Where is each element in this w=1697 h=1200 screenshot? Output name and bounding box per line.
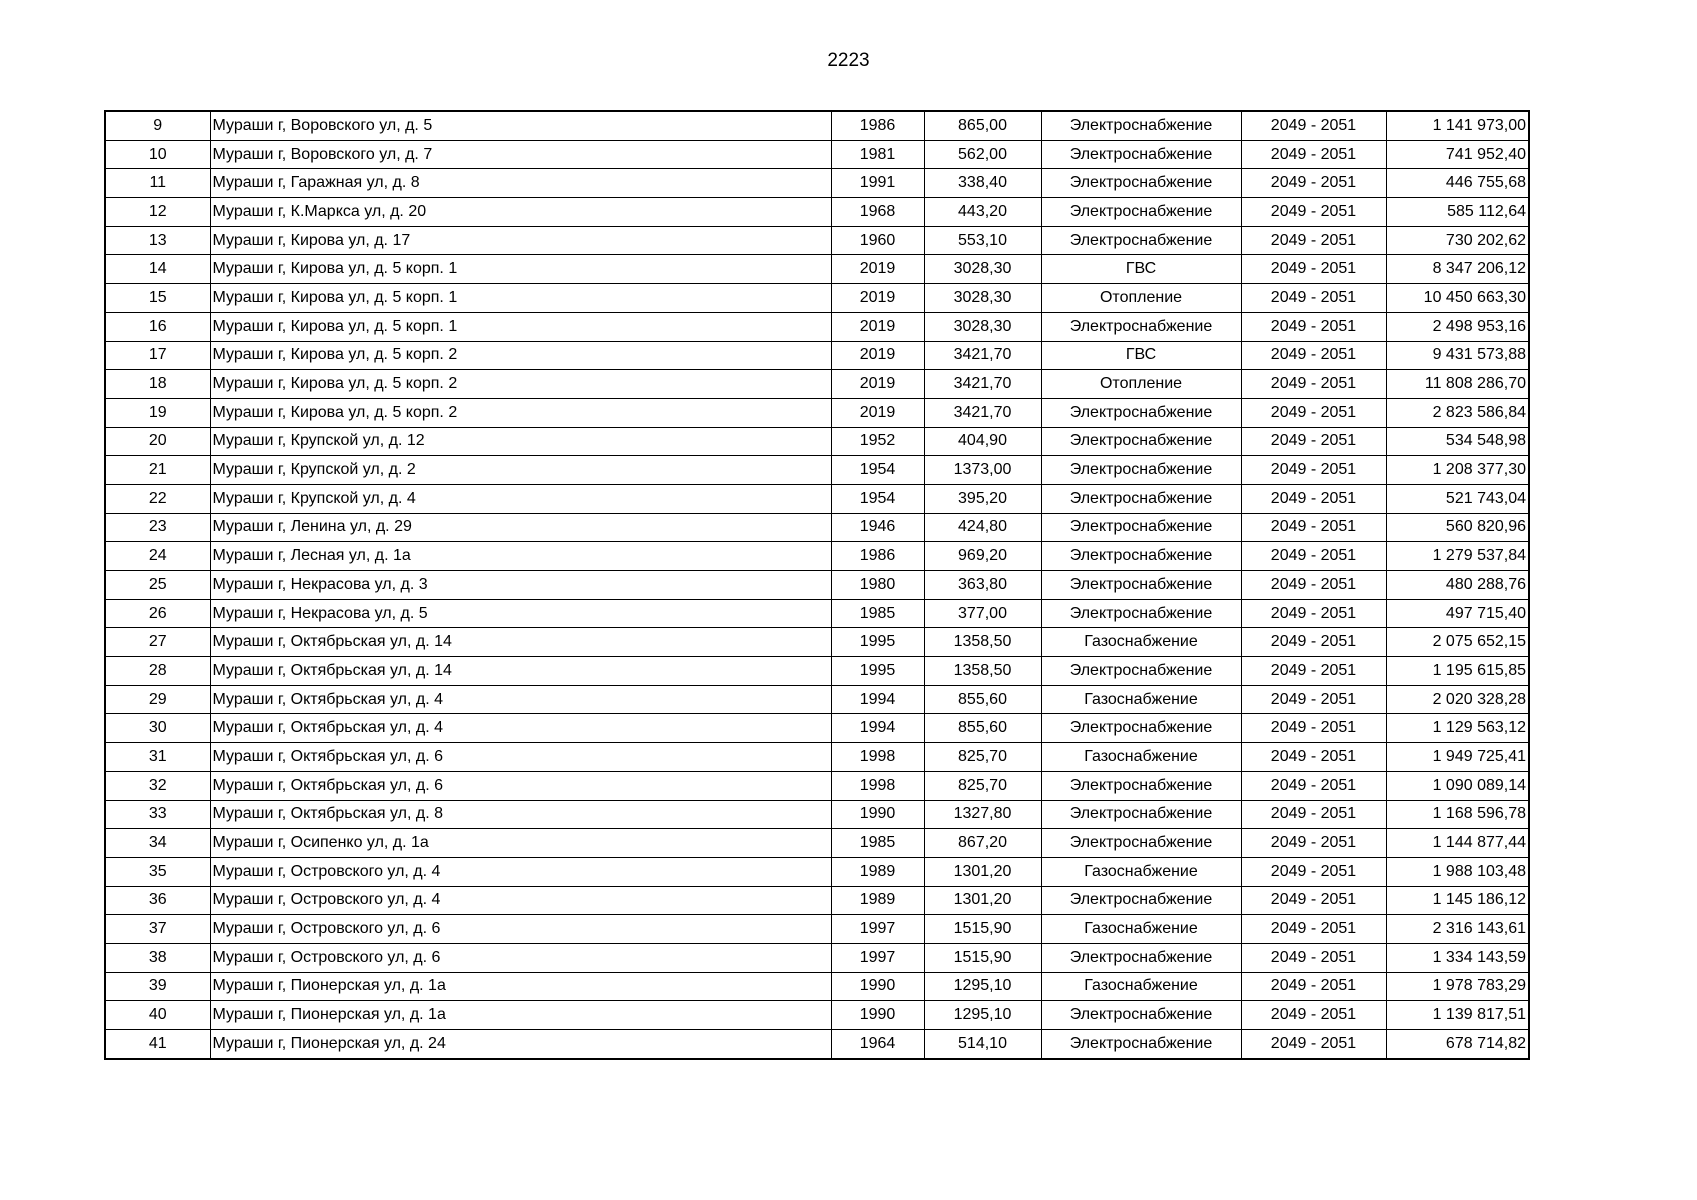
row-number-cell: 20 [105,427,210,456]
construction-year-cell: 1998 [831,771,924,800]
period-cell: 2049 - 2051 [1241,657,1386,686]
cost-cell: 480 288,76 [1386,571,1529,600]
register-table-body [105,111,1529,1059]
table-row [105,484,1529,513]
row-number-cell: 39 [105,972,210,1001]
work-type-cell: ГВС [1041,255,1241,284]
construction-year-cell: 2019 [831,341,924,370]
work-type-cell: Электроснабжение [1041,829,1241,858]
work-type-cell: Электроснабжение [1041,484,1241,513]
work-type-cell: Электроснабжение [1041,312,1241,341]
area-cell: 867,20 [924,829,1041,858]
construction-year-cell: 2019 [831,370,924,399]
construction-year-cell: 1960 [831,226,924,255]
table-row [105,915,1529,944]
row-number-cell: 16 [105,312,210,341]
work-type-cell: Электроснабжение [1041,513,1241,542]
address-cell: Мураши г, Пионерская ул, д. 1а [210,1001,831,1030]
table-row [105,972,1529,1001]
row-number-cell: 38 [105,943,210,972]
period-cell: 2049 - 2051 [1241,226,1386,255]
cost-cell: 560 820,96 [1386,513,1529,542]
cost-cell: 521 743,04 [1386,484,1529,513]
area-cell: 3421,70 [924,341,1041,370]
area-cell: 855,60 [924,685,1041,714]
row-number-cell: 35 [105,857,210,886]
period-cell: 2049 - 2051 [1241,484,1386,513]
row-number-cell: 31 [105,743,210,772]
row-number-cell: 32 [105,771,210,800]
work-type-cell: Электроснабжение [1041,1030,1241,1059]
work-type-cell: Электроснабжение [1041,169,1241,198]
area-cell: 1327,80 [924,800,1041,829]
table-row [105,628,1529,657]
address-cell: Мураши г, Крупской ул, д. 12 [210,427,831,456]
row-number-cell: 28 [105,657,210,686]
period-cell: 2049 - 2051 [1241,886,1386,915]
table-row [105,226,1529,255]
cost-cell: 1 978 783,29 [1386,972,1529,1001]
work-type-cell: Электроснабжение [1041,714,1241,743]
cost-cell: 497 715,40 [1386,599,1529,628]
work-type-cell: Газоснабжение [1041,915,1241,944]
period-cell: 2049 - 2051 [1241,312,1386,341]
table-row [105,398,1529,427]
row-number-cell: 34 [105,829,210,858]
work-type-cell: Электроснабжение [1041,657,1241,686]
construction-year-cell: 1986 [831,542,924,571]
period-cell: 2049 - 2051 [1241,800,1386,829]
period-cell: 2049 - 2051 [1241,1001,1386,1030]
address-cell: Мураши г, Лесная ул, д. 1а [210,542,831,571]
area-cell: 825,70 [924,743,1041,772]
area-cell: 514,10 [924,1030,1041,1059]
cost-cell: 1 144 877,44 [1386,829,1529,858]
area-cell: 3421,70 [924,398,1041,427]
work-type-cell: ГВС [1041,341,1241,370]
address-cell: Мураши г, Октябрьская ул, д. 14 [210,628,831,657]
work-type-cell: Электроснабжение [1041,427,1241,456]
area-cell: 338,40 [924,169,1041,198]
table-row [105,599,1529,628]
construction-year-cell: 1998 [831,743,924,772]
area-cell: 553,10 [924,226,1041,255]
cost-cell: 1 949 725,41 [1386,743,1529,772]
area-cell: 1301,20 [924,857,1041,886]
address-cell: Мураши г, Октябрьская ул, д. 6 [210,771,831,800]
row-number-cell: 10 [105,140,210,169]
cost-cell: 1 141 973,00 [1386,111,1529,140]
cost-cell: 2 020 328,28 [1386,685,1529,714]
construction-year-cell: 1994 [831,714,924,743]
cost-cell: 1 129 563,12 [1386,714,1529,743]
cost-cell: 2 316 143,61 [1386,915,1529,944]
row-number-cell: 22 [105,484,210,513]
table-row [105,255,1529,284]
area-cell: 363,80 [924,571,1041,600]
cost-cell: 2 498 953,16 [1386,312,1529,341]
cost-cell: 534 548,98 [1386,427,1529,456]
address-cell: Мураши г, Октябрьская ул, д. 6 [210,743,831,772]
cost-cell: 2 823 586,84 [1386,398,1529,427]
row-number-cell: 11 [105,169,210,198]
period-cell: 2049 - 2051 [1241,255,1386,284]
address-cell: Мураши г, Октябрьская ул, д. 4 [210,685,831,714]
table-row [105,284,1529,313]
area-cell: 855,60 [924,714,1041,743]
area-cell: 424,80 [924,513,1041,542]
address-cell: Мураши г, Кирова ул, д. 5 корп. 2 [210,398,831,427]
address-cell: Мураши г, Октябрьская ул, д. 8 [210,800,831,829]
period-cell: 2049 - 2051 [1241,628,1386,657]
area-cell: 1515,90 [924,915,1041,944]
area-cell: 3028,30 [924,284,1041,313]
address-cell: Мураши г, Октябрьская ул, д. 4 [210,714,831,743]
address-cell: Мураши г, Гаражная ул, д. 8 [210,169,831,198]
table-row [105,1030,1529,1059]
cost-cell: 1 195 615,85 [1386,657,1529,686]
table-row [105,341,1529,370]
area-cell: 3028,30 [924,255,1041,284]
work-type-cell: Электроснабжение [1041,800,1241,829]
cost-cell: 1 279 537,84 [1386,542,1529,571]
construction-year-cell: 1968 [831,198,924,227]
construction-year-cell: 1985 [831,829,924,858]
table-row [105,800,1529,829]
work-type-cell: Электроснабжение [1041,456,1241,485]
address-cell: Мураши г, Осипенко ул, д. 1а [210,829,831,858]
table-row [105,714,1529,743]
construction-year-cell: 1964 [831,1030,924,1059]
address-cell: Мураши г, Кирова ул, д. 5 корп. 1 [210,255,831,284]
row-number-cell: 24 [105,542,210,571]
address-cell: Мураши г, Крупской ул, д. 4 [210,484,831,513]
address-cell: Мураши г, Островского ул, д. 4 [210,886,831,915]
area-cell: 1295,10 [924,1001,1041,1030]
cost-cell: 1 208 377,30 [1386,456,1529,485]
period-cell: 2049 - 2051 [1241,398,1386,427]
address-cell: Мураши г, Кирова ул, д. 5 корп. 1 [210,284,831,313]
work-type-cell: Электроснабжение [1041,1001,1241,1030]
period-cell: 2049 - 2051 [1241,456,1386,485]
work-type-cell: Газоснабжение [1041,857,1241,886]
table-row [105,771,1529,800]
address-cell: Мураши г, Островского ул, д. 6 [210,943,831,972]
address-cell: Мураши г, Островского ул, д. 6 [210,915,831,944]
table-row [105,857,1529,886]
table-row [105,513,1529,542]
work-type-cell: Электроснабжение [1041,571,1241,600]
construction-year-cell: 1989 [831,857,924,886]
table-row [105,1001,1529,1030]
row-number-cell: 25 [105,571,210,600]
address-cell: Мураши г, Ленина ул, д. 29 [210,513,831,542]
table-row [105,370,1529,399]
construction-year-cell: 1985 [831,599,924,628]
row-number-cell: 41 [105,1030,210,1059]
area-cell: 969,20 [924,542,1041,571]
area-cell: 865,00 [924,111,1041,140]
area-cell: 377,00 [924,599,1041,628]
area-cell: 3421,70 [924,370,1041,399]
work-type-cell: Электроснабжение [1041,140,1241,169]
period-cell: 2049 - 2051 [1241,341,1386,370]
period-cell: 2049 - 2051 [1241,169,1386,198]
row-number-cell: 15 [105,284,210,313]
cost-cell: 1 090 089,14 [1386,771,1529,800]
cost-cell: 11 808 286,70 [1386,370,1529,399]
address-cell: Мураши г, Некрасова ул, д. 5 [210,599,831,628]
period-cell: 2049 - 2051 [1241,714,1386,743]
row-number-cell: 12 [105,198,210,227]
row-number-cell: 36 [105,886,210,915]
table-row [105,542,1529,571]
address-cell: Мураши г, Некрасова ул, д. 3 [210,571,831,600]
work-type-cell: Электроснабжение [1041,198,1241,227]
cost-cell: 1 139 817,51 [1386,1001,1529,1030]
period-cell: 2049 - 2051 [1241,972,1386,1001]
construction-year-cell: 2019 [831,284,924,313]
construction-year-cell: 1995 [831,628,924,657]
work-type-cell: Газоснабжение [1041,743,1241,772]
area-cell: 395,20 [924,484,1041,513]
row-number-cell: 23 [105,513,210,542]
period-cell: 2049 - 2051 [1241,915,1386,944]
row-number-cell: 40 [105,1001,210,1030]
address-cell: Мураши г, Кирова ул, д. 5 корп. 1 [210,312,831,341]
address-cell: Мураши г, Воровского ул, д. 7 [210,140,831,169]
table-row [105,829,1529,858]
table-row [105,111,1529,140]
address-cell: Мураши г, Кирова ул, д. 5 корп. 2 [210,370,831,399]
table-row [105,571,1529,600]
work-type-cell: Электроснабжение [1041,111,1241,140]
cost-cell: 1 168 596,78 [1386,800,1529,829]
construction-year-cell: 2019 [831,255,924,284]
period-cell: 2049 - 2051 [1241,140,1386,169]
period-cell: 2049 - 2051 [1241,599,1386,628]
table-row [105,312,1529,341]
work-type-cell: Газоснабжение [1041,972,1241,1001]
page-number: 2223 [827,50,870,71]
row-number-cell: 26 [105,599,210,628]
cost-cell: 1 334 143,59 [1386,943,1529,972]
area-cell: 1358,50 [924,657,1041,686]
construction-year-cell: 1954 [831,484,924,513]
table-row [105,456,1529,485]
construction-year-cell: 1991 [831,169,924,198]
area-cell: 3028,30 [924,312,1041,341]
period-cell: 2049 - 2051 [1241,284,1386,313]
address-cell: Мураши г, Кирова ул, д. 17 [210,226,831,255]
row-number-cell: 17 [105,341,210,370]
area-cell: 1295,10 [924,972,1041,1001]
construction-year-cell: 1981 [831,140,924,169]
address-cell: Мураши г, Воровского ул, д. 5 [210,111,831,140]
period-cell: 2049 - 2051 [1241,427,1386,456]
cost-cell: 2 075 652,15 [1386,628,1529,657]
period-cell: 2049 - 2051 [1241,1030,1386,1059]
construction-year-cell: 1946 [831,513,924,542]
row-number-cell: 19 [105,398,210,427]
work-type-cell: Электроснабжение [1041,599,1241,628]
cost-cell: 10 450 663,30 [1386,284,1529,313]
row-number-cell: 29 [105,685,210,714]
address-cell: Мураши г, Пионерская ул, д. 1а [210,972,831,1001]
construction-year-cell: 1994 [831,685,924,714]
period-cell: 2049 - 2051 [1241,743,1386,772]
cost-cell: 446 755,68 [1386,169,1529,198]
area-cell: 1358,50 [924,628,1041,657]
construction-year-cell: 1990 [831,800,924,829]
address-cell: Мураши г, Кирова ул, д. 5 корп. 2 [210,341,831,370]
work-type-cell: Газоснабжение [1041,628,1241,657]
work-type-cell: Отопление [1041,284,1241,313]
area-cell: 825,70 [924,771,1041,800]
area-cell: 404,90 [924,427,1041,456]
construction-year-cell: 1997 [831,943,924,972]
cost-cell: 9 431 573,88 [1386,341,1529,370]
area-cell: 1373,00 [924,456,1041,485]
period-cell: 2049 - 2051 [1241,198,1386,227]
construction-year-cell: 1954 [831,456,924,485]
table-row [105,886,1529,915]
table-row [105,169,1529,198]
construction-year-cell: 1997 [831,915,924,944]
table-row [105,685,1529,714]
address-cell: Мураши г, Октябрьская ул, д. 14 [210,657,831,686]
area-cell: 1515,90 [924,943,1041,972]
cost-cell: 1 988 103,48 [1386,857,1529,886]
row-number-cell: 9 [105,111,210,140]
cost-cell: 585 112,64 [1386,198,1529,227]
period-cell: 2049 - 2051 [1241,513,1386,542]
period-cell: 2049 - 2051 [1241,685,1386,714]
construction-year-cell: 1989 [831,886,924,915]
area-cell: 443,20 [924,198,1041,227]
table-row [105,743,1529,772]
period-cell: 2049 - 2051 [1241,829,1386,858]
table-row [105,140,1529,169]
period-cell: 2049 - 2051 [1241,542,1386,571]
work-type-cell: Электроснабжение [1041,886,1241,915]
construction-year-cell: 2019 [831,312,924,341]
cost-cell: 1 145 186,12 [1386,886,1529,915]
address-cell: Мураши г, Пионерская ул, д. 24 [210,1030,831,1059]
area-cell: 1301,20 [924,886,1041,915]
work-type-cell: Электроснабжение [1041,542,1241,571]
row-number-cell: 27 [105,628,210,657]
period-cell: 2049 - 2051 [1241,571,1386,600]
table-row [105,943,1529,972]
row-number-cell: 37 [105,915,210,944]
construction-year-cell: 1952 [831,427,924,456]
construction-year-cell: 1980 [831,571,924,600]
register-table [104,110,1530,1060]
row-number-cell: 18 [105,370,210,399]
period-cell: 2049 - 2051 [1241,111,1386,140]
work-type-cell: Электроснабжение [1041,398,1241,427]
construction-year-cell: 1995 [831,657,924,686]
work-type-cell: Газоснабжение [1041,685,1241,714]
table-row [105,427,1529,456]
address-cell: Мураши г, К.Маркса ул, д. 20 [210,198,831,227]
work-type-cell: Отопление [1041,370,1241,399]
construction-year-cell: 2019 [831,398,924,427]
table-row [105,657,1529,686]
period-cell: 2049 - 2051 [1241,370,1386,399]
construction-year-cell: 1990 [831,1001,924,1030]
construction-year-cell: 1986 [831,111,924,140]
period-cell: 2049 - 2051 [1241,943,1386,972]
work-type-cell: Электроснабжение [1041,226,1241,255]
address-cell: Мураши г, Островского ул, д. 4 [210,857,831,886]
row-number-cell: 30 [105,714,210,743]
row-number-cell: 33 [105,800,210,829]
address-cell: Мураши г, Крупской ул, д. 2 [210,456,831,485]
row-number-cell: 13 [105,226,210,255]
cost-cell: 741 952,40 [1386,140,1529,169]
row-number-cell: 14 [105,255,210,284]
period-cell: 2049 - 2051 [1241,857,1386,886]
row-number-cell: 21 [105,456,210,485]
cost-cell: 730 202,62 [1386,226,1529,255]
construction-year-cell: 1990 [831,972,924,1001]
period-cell: 2049 - 2051 [1241,771,1386,800]
area-cell: 562,00 [924,140,1041,169]
work-type-cell: Электроснабжение [1041,771,1241,800]
table-row [105,198,1529,227]
cost-cell: 678 714,82 [1386,1030,1529,1059]
work-type-cell: Электроснабжение [1041,943,1241,972]
cost-cell: 8 347 206,12 [1386,255,1529,284]
